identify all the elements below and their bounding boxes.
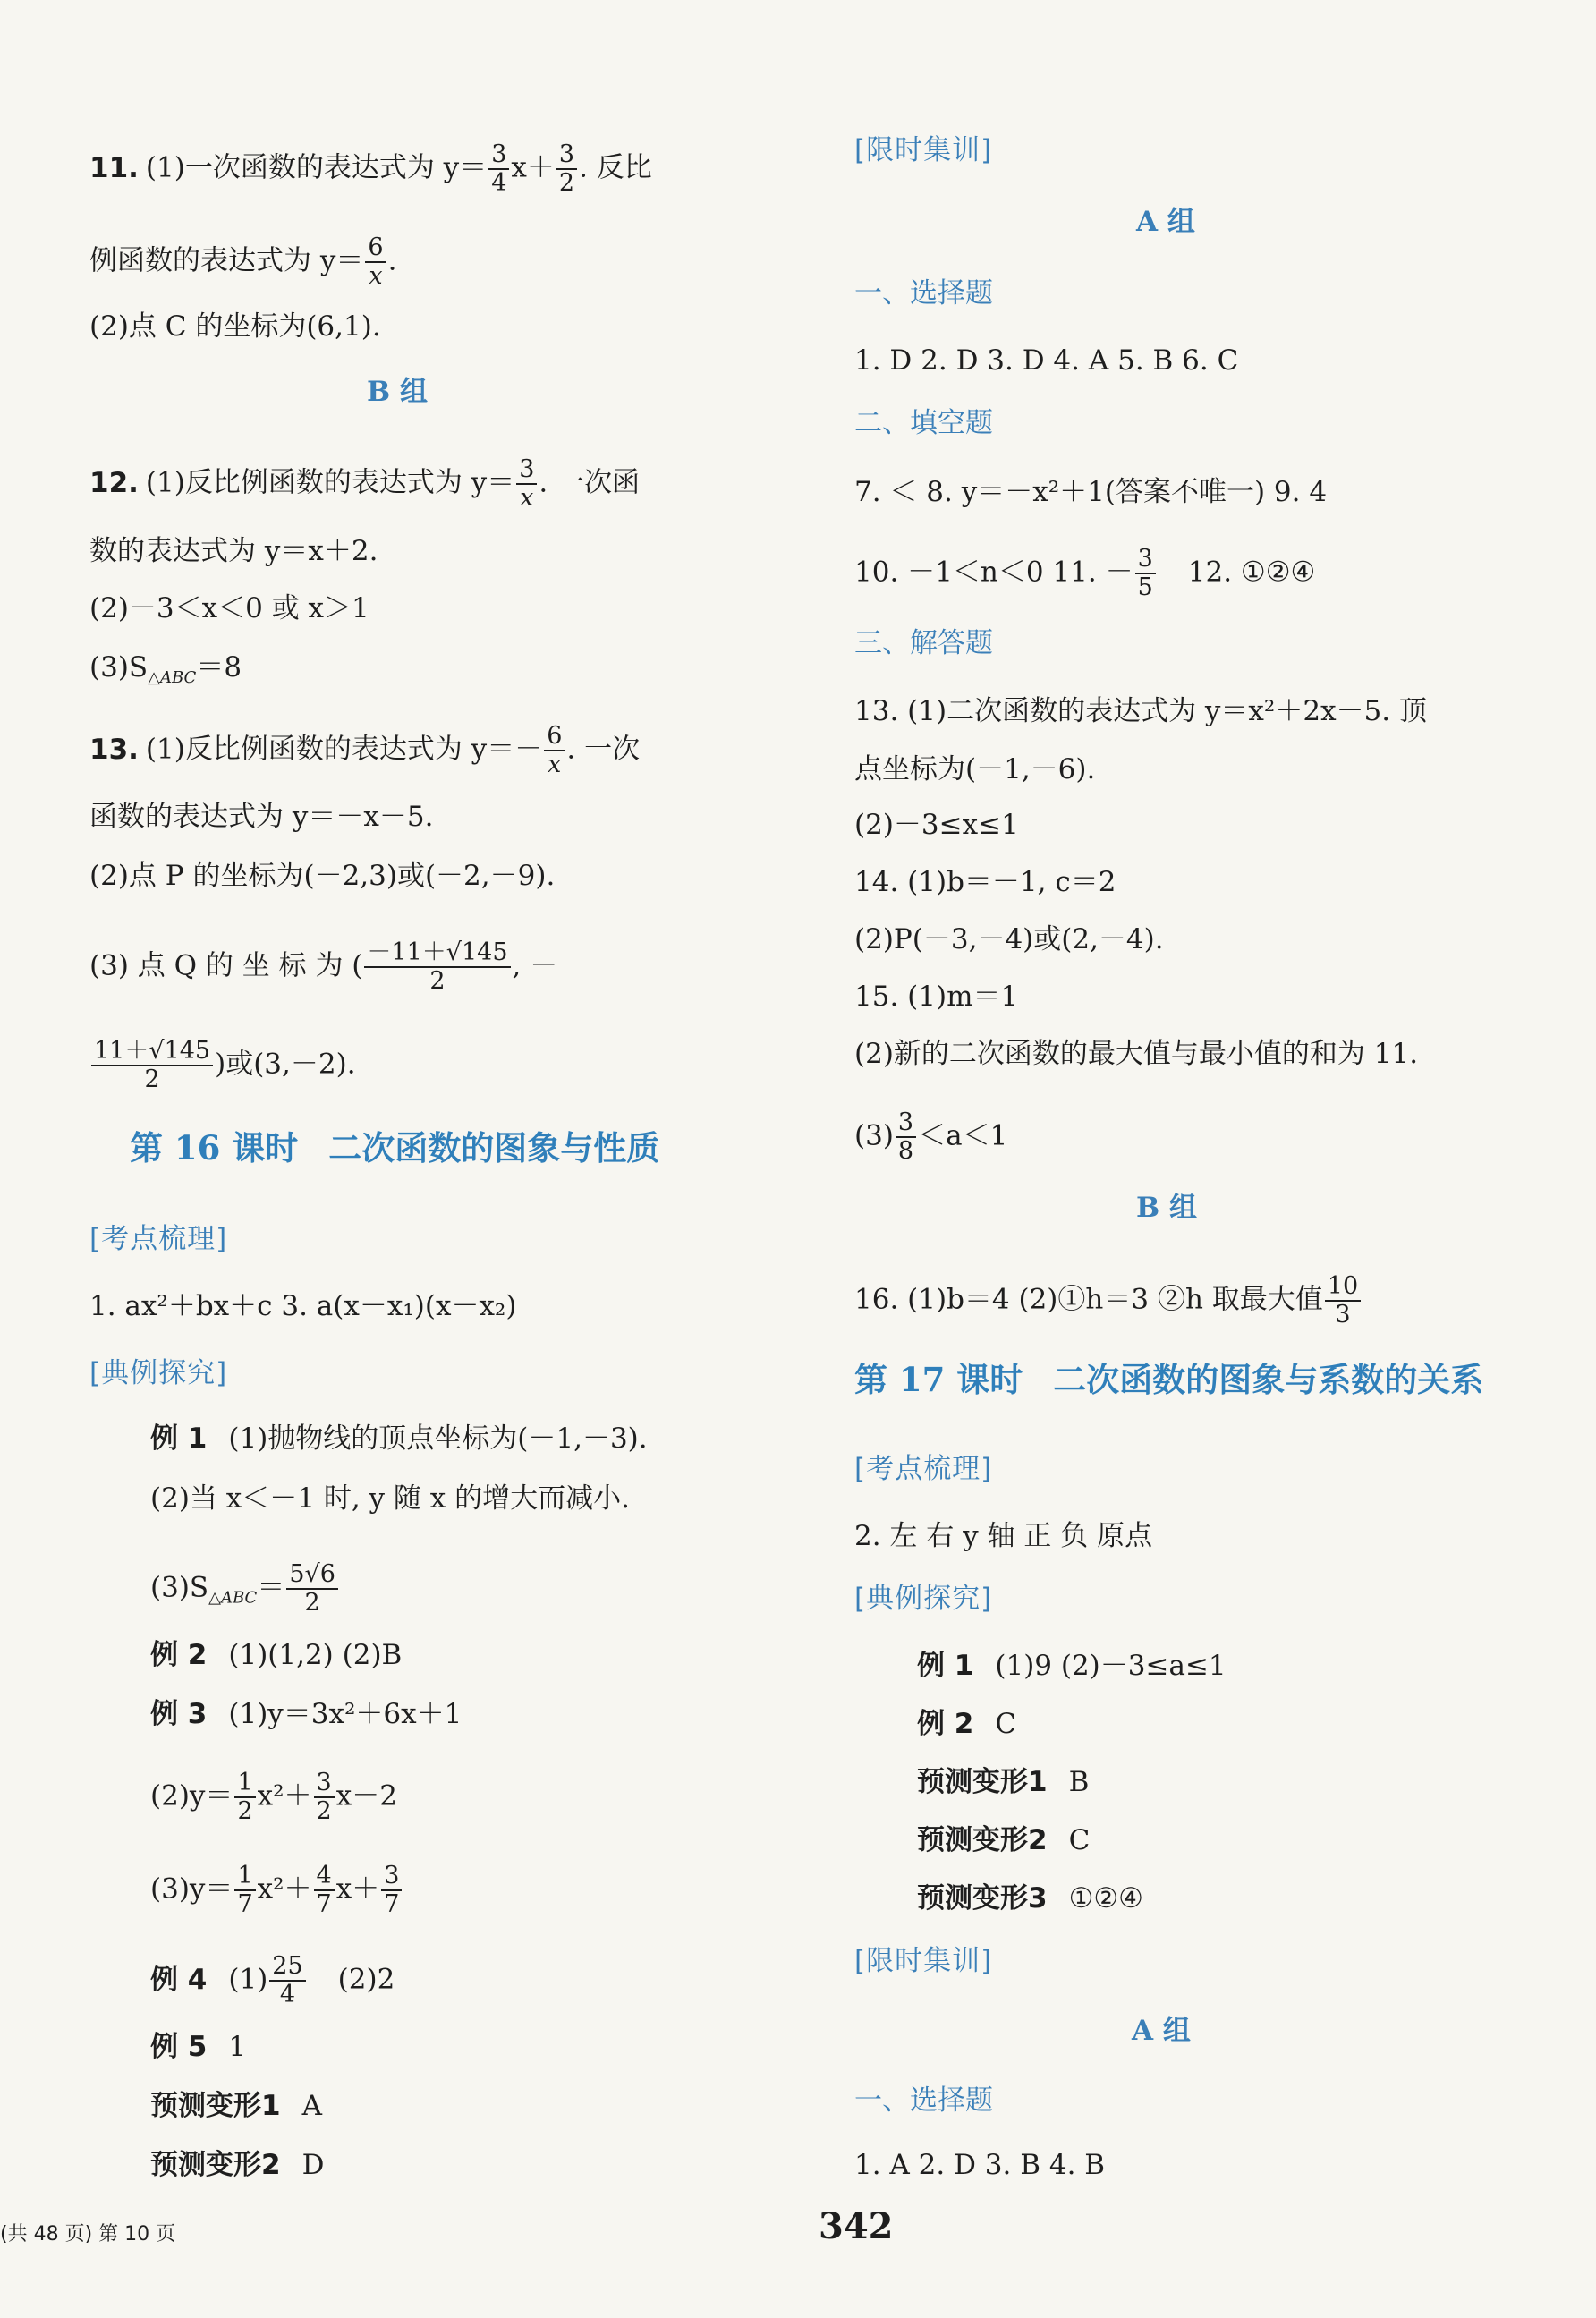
example-1-right: 例 1 (1)9 (2)－3≤a≤1 — [917, 1650, 1227, 1682]
choice-answers-2: 1. A 2. D 3. B 4. B — [854, 2149, 1106, 2181]
fill-answers-1: 7. ＜ 8. y＝－x²＋1(答案不唯一) 9. 4 — [854, 476, 1328, 508]
fraction: $\frac{6}{x}$ — [544, 723, 565, 778]
choice-answers: 1. D 2. D 3. D 4. A 5. B 6. C — [854, 344, 1239, 377]
fraction: $\frac{3}{x}$ — [516, 456, 537, 512]
fill-answers-2: 10. －1＜n＜0 11. － $\frac{3}{5}$ 12. ①②④ — [854, 545, 1316, 601]
fraction: $\frac{3}{8}$ — [896, 1109, 916, 1165]
q12-line2: 数的表达式为 y＝x＋2. — [89, 535, 378, 567]
page-number: 342 — [819, 2205, 894, 2247]
prediction-1: 预测变形1 A — [150, 2090, 322, 2122]
dianli-label-right: [典例探究] — [854, 1583, 993, 1615]
q13-right-line2: 点坐标为(－1,－6). — [854, 753, 1096, 785]
example-1-part2: (2)当 x＜－1 时, y 随 x 的增大而减小. — [150, 1482, 630, 1515]
fraction: $\frac{3}{7}$ — [381, 1863, 402, 1918]
prediction-1-right: 预测变形1 B — [917, 1766, 1090, 1798]
fraction: $\frac{5√6}{2}$ — [286, 1561, 338, 1617]
example-2-right: 例 2 C — [917, 1708, 1017, 1740]
prediction-2-right: 预测变形2 C — [917, 1824, 1091, 1856]
kaodian-label-right: [考点梳理] — [854, 1453, 993, 1485]
example-3-part3: (3)y＝ $\frac{1}{7}$ x²＋ $\frac{4}{7}$ x＋ $\frac{3}{7}$ — [150, 1863, 403, 1918]
xianshi-label-2: [限时集训] — [854, 1945, 993, 1977]
q12-line4: $(3)S_{\triangle ABC}=8$ — [89, 651, 242, 688]
section-solve: 三、解答题 — [854, 627, 993, 659]
example-3-part2: (2)y＝ $\frac{1}{2}$ x²＋ $\frac{3}{2}$ x－2 — [150, 1769, 397, 1825]
group-b-heading-right: B 组 — [1136, 1192, 1197, 1224]
fraction: $\frac{3}{4}$ — [488, 141, 509, 197]
kaodian-answers-right: 2. 左 右 y 轴 正 负 原点 — [854, 1520, 1153, 1552]
fraction: $\frac{1}{2}$ — [234, 1770, 255, 1825]
q13-line1: 13. (1)反比例函数的表达式为 y＝－ $\frac{6}{x}$ . 一次 — [89, 722, 641, 778]
fraction: $\frac{3}{5}$ — [1135, 546, 1156, 601]
q11-line2: 例函数的表达式为 y＝ $\frac{6}{x}$ . — [89, 233, 397, 290]
xianshi-label: [限时集训] — [854, 134, 993, 166]
lesson-17-heading: 第 17 课时 二次函数的图象与系数的关系 — [854, 1360, 1484, 1399]
group-b-heading: B 组 — [367, 376, 428, 408]
group-a-heading: A 组 — [1136, 206, 1195, 238]
fraction: $\frac{1}{7}$ — [234, 1863, 255, 1918]
section-choice: 一、选择题 — [854, 277, 993, 310]
example-1: 例 1 (1)抛物线的顶点坐标为(－1,－3). — [150, 1422, 648, 1455]
fraction: $\frac{25}{4}$ — [269, 1953, 305, 2008]
footer-page-info: (共 48 页) 第 10 页 — [0, 2223, 176, 2246]
fraction: $\frac{10}{3}$ — [1325, 1273, 1361, 1329]
kaodian-label: [考点梳理] — [89, 1223, 228, 1255]
q16-line: 16. (1)b＝4 (2)①h＝3 ②h 取最大值 $\frac{10}{3}$ — [854, 1273, 1363, 1329]
lesson-16-heading: 第 16 课时 二次函数的图象与性质 — [130, 1128, 660, 1167]
q11-line1: 11. (1)一次函数的表达式为 y＝ $\frac{3}{4}$ x＋ $\frac{3}{2}$ . 反比 — [89, 140, 652, 197]
q15-line3: (3) $\frac{3}{8}$ ＜a＜1 — [854, 1108, 1008, 1165]
q13-line3: (2)点 P 的坐标为(－2,3)或(－2,－9). — [89, 860, 556, 892]
section-choice-2: 一、选择题 — [854, 2085, 993, 2117]
q12-line1: 12. (1)反比例函数的表达式为 y＝ $\frac{3}{x}$ . 一次函 — [89, 455, 641, 512]
example-3: 例 3 (1)y＝3x²＋6x＋1 — [150, 1698, 463, 1730]
prediction-2: 预测变形2 D — [150, 2149, 325, 2181]
dianli-label: [典例探究] — [89, 1357, 228, 1389]
example-1-part3: $(3)S_{\triangle ABC}=$ $\frac{5√6}{2}$ — [150, 1561, 340, 1617]
example-5: 例 5 1 — [150, 2031, 247, 2063]
fraction: $\frac{3}{2}$ — [556, 141, 577, 197]
fraction: $\frac{-11+√145}{2}$ — [364, 939, 510, 995]
example-4: 例 4 (1) $\frac{25}{4}$ (2)2 — [150, 1952, 395, 2008]
q13-line4: (3) 点 Q 的 坐 标 为 ( $\frac{-11+√145}{2}$ , － — [89, 938, 558, 995]
q13-right-line1: 13. (1)二次函数的表达式为 y＝x²＋2x－5. 顶 — [854, 695, 1427, 727]
q13-line5: $\frac{11+√145}{2}$ )或(3,－2). — [89, 1038, 356, 1093]
fraction: $\frac{6}{x}$ — [365, 234, 386, 290]
fraction: $\frac{4}{7}$ — [314, 1863, 335, 1918]
example-2: 例 2 (1)(1,2) (2)B — [150, 1639, 403, 1671]
q14-line2: (2)P(－3,－4)或(2,－4). — [854, 923, 1164, 955]
q12-line3: (2)－3＜x＜0 或 x＞1 — [89, 592, 369, 624]
kaodian-answers: 1. ax²＋bx＋c 3. a(x－x₁)(x－x₂) — [89, 1290, 517, 1322]
q13-right-line3: (2)－3≤x≤1 — [854, 809, 1019, 841]
q13-line2: 函数的表达式为 y＝－x－5. — [89, 801, 434, 833]
group-a-heading-2: A 组 — [1132, 2015, 1191, 2047]
fraction: $\frac{3}{2}$ — [314, 1770, 335, 1825]
q15-line1: 15. (1)m＝1 — [854, 981, 1019, 1013]
fraction: $\frac{11+√145}{2}$ — [91, 1038, 213, 1093]
q15-line2: (2)新的二次函数的最大值与最小值的和为 11. — [854, 1038, 1419, 1070]
q14-line1: 14. (1)b＝－1, c＝2 — [854, 866, 1116, 898]
section-fill: 二、填空题 — [854, 407, 993, 439]
q11-line3: (2)点 C 的坐标为(6,1). — [89, 310, 381, 343]
prediction-3-right: 预测变形3 ①②④ — [917, 1882, 1143, 1915]
